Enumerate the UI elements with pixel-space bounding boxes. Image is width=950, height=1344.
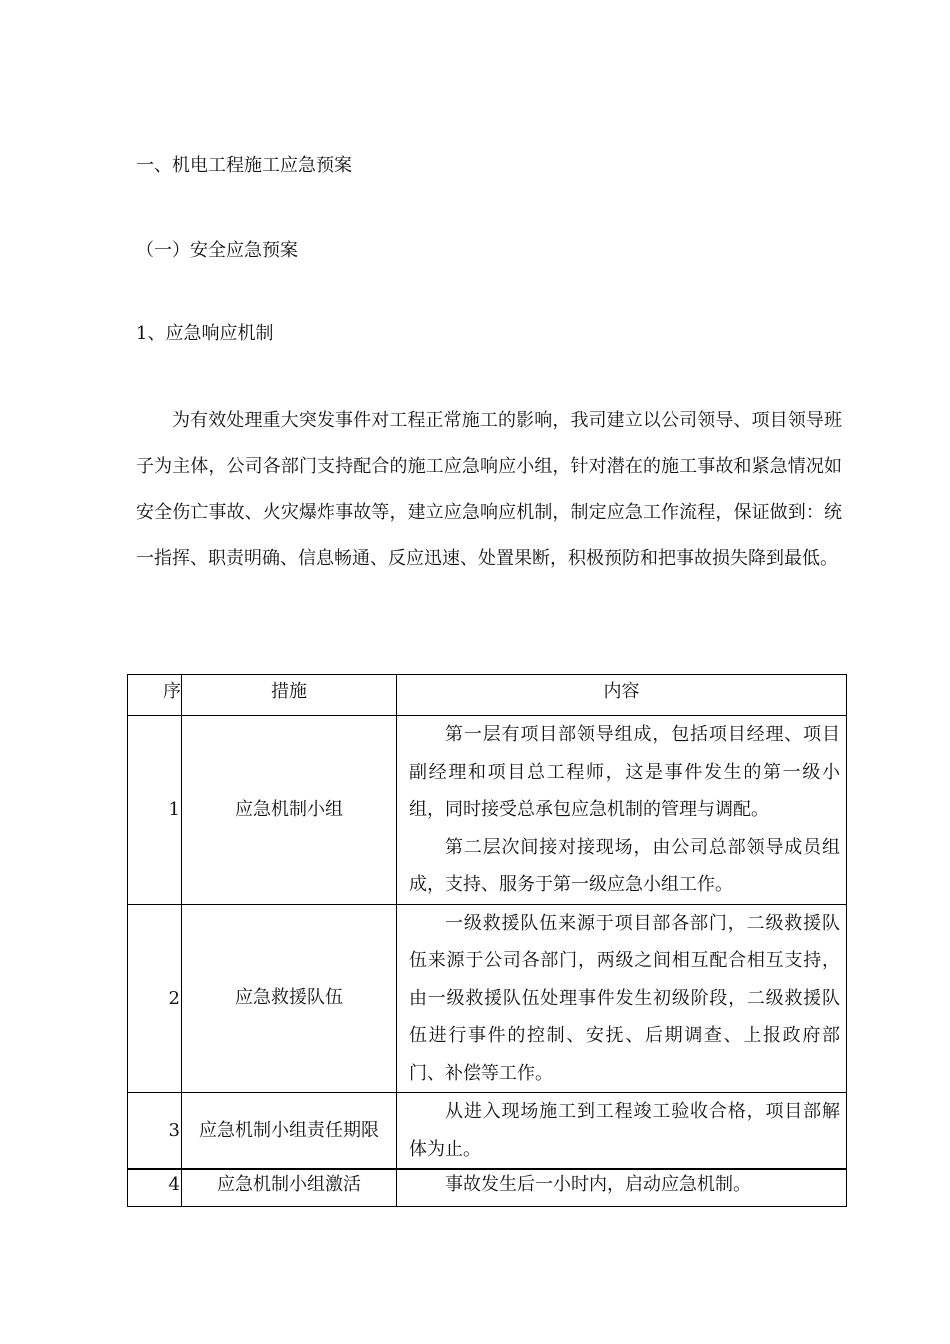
row-content (397, 716, 847, 905)
table-row (128, 904, 847, 1093)
section-heading-2: （一）安全应急预案 (136, 240, 298, 261)
row-measure: 应急机制小组责任期限 (182, 1093, 397, 1170)
intro-paragraph: 为有效处理重大突发事件对工程正常施工的影响，我司建立以公司领导、项目领导班子为主体，公司各部门支持配合的施工应急响应小组，针对潜在的施工事故和紧急情况如安全伤亡事故、火灾爆炸事故等，建立应急响应机制，制定应急工作流程，保证做到：统一指挥、职责明确、信息畅通、反应迅速、处置果断，积极预防和把事故损失降到最低。 (136, 410, 842, 569)
header-seq: 序 (128, 675, 182, 716)
section-heading-3: 1、应急响应机制 (136, 323, 274, 344)
row-content (397, 904, 847, 1093)
content-paragraph: 从进入现场施工到工程竣工验收合格，项目部解体为止。 (409, 1101, 840, 1160)
row-seq: 3 (128, 1093, 182, 1170)
section-heading-1: 一、机电工程施工应急预案 (136, 155, 352, 176)
row-measure: 应急救援队伍 (182, 904, 397, 1093)
emergency-table (127, 674, 847, 1207)
header-content: 内容 (397, 675, 847, 716)
row-content (397, 1169, 847, 1207)
content-paragraph: 一级救援队伍来源于项目部各部门，二级救援队伍来源于公司各部门，两级之间相互配合相互支持，由一级救援队伍处理事件发生初级阶段，二级救援队伍进行事件的控制、安抚、后期调查、上报政府部门、补偿等工作。 (409, 912, 840, 1084)
table-header-row (128, 675, 847, 716)
table-row (128, 716, 847, 905)
row-measure: 应急机制小组 (182, 716, 397, 905)
content-paragraph: 第一层有项目部领导组成，包括项目经理、项目副经理和项目总工程师，这是事件发生的第一级小组，同时接受总承包应急机制的管理与调配。 (409, 724, 840, 820)
header-measure: 措施 (182, 675, 397, 716)
row-seq: 4 (128, 1169, 182, 1207)
row-seq: 1 (128, 716, 182, 905)
content-paragraph: 事故发生后一小时内，启动应急机制。 (445, 1174, 751, 1195)
row-seq: 2 (128, 904, 182, 1093)
row-content (397, 1093, 847, 1170)
table-row (128, 1093, 847, 1170)
table-row (128, 1169, 847, 1207)
content-paragraph: 第二层次间接对接现场，由公司总部领导成员组成，支持、服务于第一级应急小组工作。 (409, 836, 840, 895)
row-measure: 应急机制小组激活 (182, 1169, 397, 1207)
